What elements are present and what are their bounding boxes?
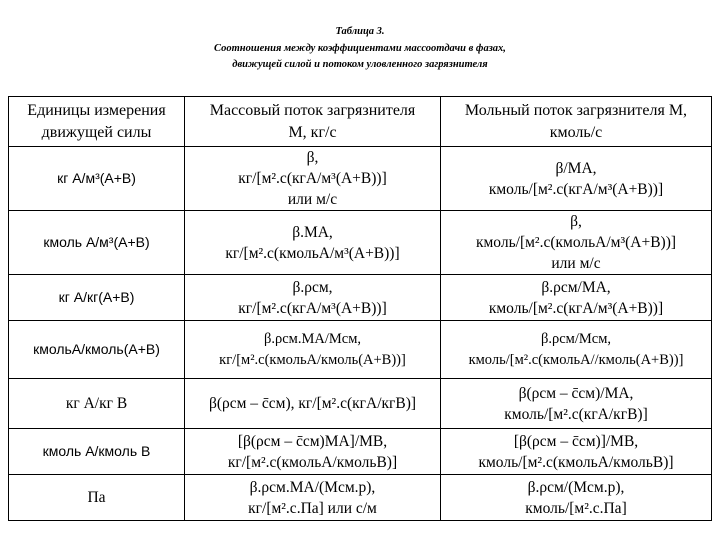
molar-cell — [441, 379, 712, 429]
header-molar-line: Мольный поток загрязнителя М, — [464, 101, 688, 119]
header-row — [9, 97, 712, 147]
mass-cell — [185, 275, 441, 321]
table-row — [9, 429, 712, 475]
table-row — [9, 379, 712, 429]
formula-line: кг/[м².с(кмольА/кмольВ)] — [227, 453, 398, 471]
unit-cell: кмоль А/м³(А+В) — [9, 211, 185, 275]
formula-line: кмоль/[м².с(кгА/м³(А+В))] — [488, 299, 664, 317]
table-number: Таблица 3. — [335, 26, 385, 37]
table-caption — [0, 24, 720, 74]
formula-line: кг/[м².с(кгА/м³(А+В))] — [238, 299, 387, 317]
unit-cell: кмольА/кмоль(А+В) — [9, 321, 185, 379]
formula-line: β.ρсм.МА/(Мсм.р), — [249, 478, 376, 496]
mass-cell — [185, 211, 441, 275]
unit-cell: кг А/кг В — [9, 379, 185, 429]
mass-cell — [185, 429, 441, 475]
mass-cell — [185, 379, 441, 429]
header-mass-line: Массовый поток загрязнителя — [209, 101, 416, 119]
formula-line: кмоль/[м².с(кгА/м³(А+В))] — [488, 180, 664, 198]
table-row — [9, 275, 712, 321]
table-title-line-1: Соотношения между коэффициентами массоотдачи в фазах, — [214, 42, 506, 54]
formula-line: кмоль/[м².с(кгА/кгВ)] — [504, 405, 648, 423]
table-title-line-2: движущей силой и потоком уловленного загрязнителя — [232, 59, 488, 70]
molar-cell — [441, 211, 712, 275]
unit-cell: кг А/м³(А+В) — [9, 147, 185, 211]
header-units-line: Единицы измерения — [27, 101, 166, 119]
formula-line: β, — [570, 213, 582, 230]
formula-line: кмоль/[м².с.Па] — [525, 499, 627, 517]
formula-line: β(ρсм – c̄см), кг/[м².с(кгА/кгВ)] — [208, 395, 417, 412]
formula-line: или м/с — [551, 255, 601, 272]
header-units — [9, 97, 185, 147]
molar-cell — [441, 275, 712, 321]
formula-line: β/МА, — [555, 159, 597, 177]
table-row — [9, 211, 712, 275]
formula-line: кг/[м².с(кмольА/м³(А+В))] — [225, 244, 400, 262]
formula-line: β.МА, — [292, 223, 333, 241]
formula-line: β(ρсм – c̄см)/МА, — [518, 384, 634, 402]
molar-cell — [441, 475, 712, 521]
formula-line: кг/[м².с(кмольА/кмоль(А+В))] — [219, 351, 406, 368]
mass-transfer-table — [8, 96, 712, 521]
formula-line: кмоль/[м².с(кмольА//кмоль(А+В))] — [468, 351, 684, 368]
table-row — [9, 321, 712, 379]
header-units-line: движущей силы — [41, 123, 152, 141]
molar-cell — [441, 147, 712, 211]
formula-line: β, — [306, 149, 319, 166]
mass-cell — [185, 321, 441, 379]
mass-cell — [185, 475, 441, 521]
formula-line: β.ρсм.МА/Мсм, — [264, 330, 361, 347]
formula-line: β.ρсм/(Мсм.р), — [527, 478, 625, 496]
formula-line: кмоль/[м².с(кмольА/кмольВ)] — [478, 453, 674, 471]
formula-line: [β(ρсм – c̄см)МА]/МВ, — [237, 432, 388, 450]
formula-line: кмоль/[м².с(кмольА/м³(А+В))] — [475, 234, 677, 251]
formula-line: кг/[м².с(кгА/м³(А+В))] — [238, 170, 387, 187]
molar-cell — [441, 321, 712, 379]
formula-line: β.ρсм/МА, — [541, 278, 611, 296]
header-mass-flow — [185, 97, 441, 147]
header-molar-line: кмоль/с — [549, 123, 603, 141]
table-row — [9, 475, 712, 521]
unit-cell: Па — [9, 475, 185, 521]
header-mass-line: М, кг/с — [288, 123, 337, 141]
formula-line: [β(ρсм – c̄см)]/МВ, — [513, 432, 639, 450]
molar-cell — [441, 429, 712, 475]
formula-line: β.ρсм, — [292, 278, 333, 296]
header-molar-flow — [441, 97, 712, 147]
mass-cell — [185, 147, 441, 211]
formula-line: или м/с — [287, 191, 338, 208]
table-row — [9, 147, 712, 211]
unit-cell: кмоль А/кмоль В — [9, 429, 185, 475]
unit-cell: кг А/кг(А+В) — [9, 275, 185, 321]
formula-line: β.ρсм/Мсм, — [540, 330, 611, 347]
formula-line: кг/[м².с.Па] или с/м — [248, 499, 377, 517]
